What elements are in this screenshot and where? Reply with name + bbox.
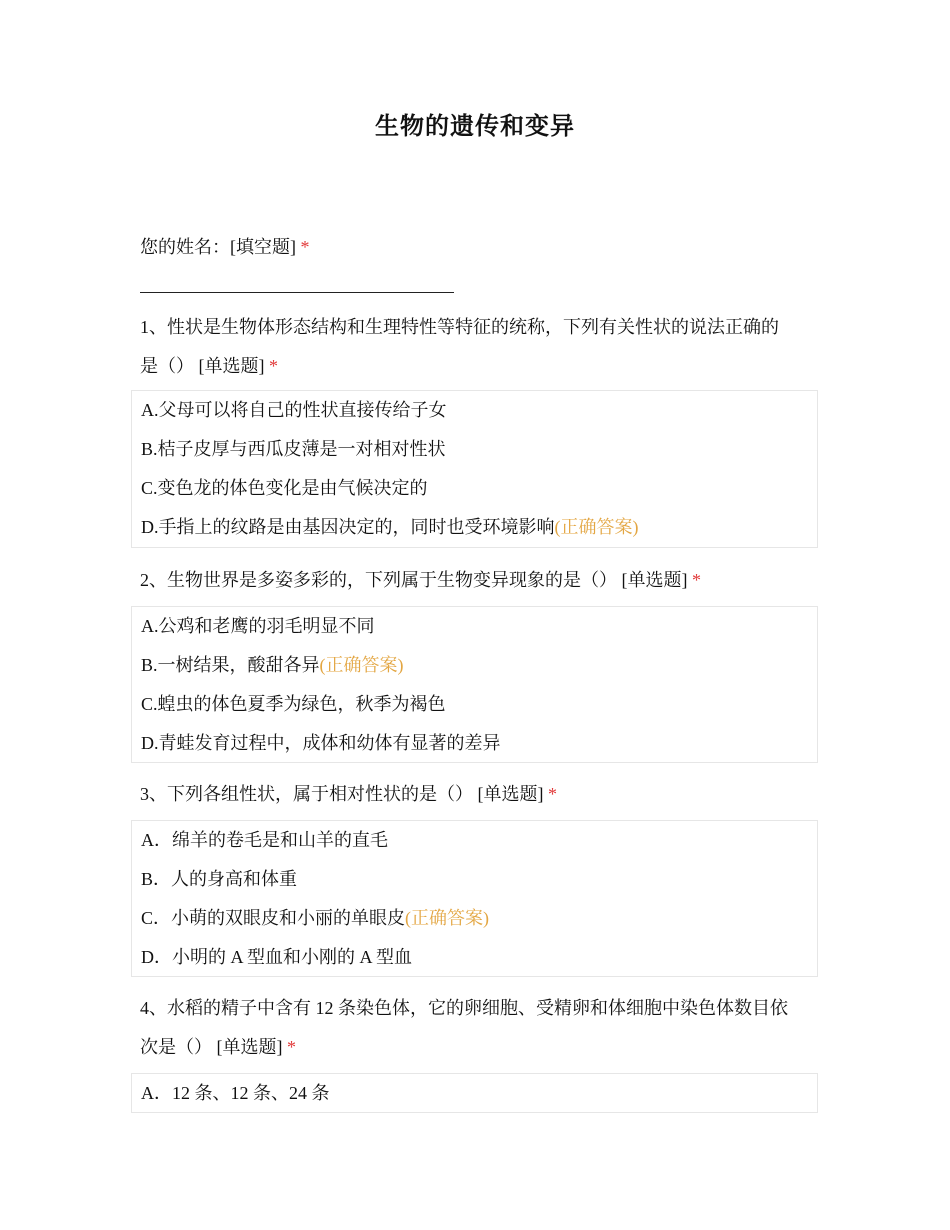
- option-a[interactable]: [141, 821, 817, 860]
- option-a[interactable]: [141, 1074, 817, 1113]
- option-text: A．12 条、12 条、24 条: [141, 1083, 330, 1103]
- option-b[interactable]: [141, 646, 817, 685]
- option-text: C．小萌的双眼皮和小丽的单眼皮: [141, 908, 406, 928]
- option-d[interactable]: [141, 938, 817, 977]
- question-text-line1: 2、生物世界是多姿多彩的，下列属于生物变异现象的是（） [单选题]: [140, 570, 688, 590]
- question-4-options: [131, 1073, 818, 1113]
- option-a[interactable]: [141, 607, 817, 646]
- name-answer-blank[interactable]: [140, 274, 454, 293]
- question-text-line2: 是（） [单选题]: [140, 356, 265, 376]
- question-1-options: [131, 390, 818, 548]
- option-d[interactable]: [141, 508, 817, 547]
- option-text: B.一树结果，酸甜各异: [141, 655, 320, 675]
- required-mark: *: [548, 784, 557, 804]
- correct-answer-label: (正确答案): [319, 655, 404, 675]
- option-text: D.手指上的纹路是由基因决定的，同时也受环境影响: [141, 517, 555, 537]
- option-a[interactable]: [141, 391, 817, 430]
- option-c[interactable]: [141, 899, 817, 938]
- question-text-line1: 4、水稻的精子中含有 12 条染色体，它的卵细胞、受精卵和体细胞中染色体数目依: [140, 998, 788, 1018]
- option-c[interactable]: [141, 469, 817, 508]
- question-text-line1: 3、下列各组性状，属于相对性状的是（） [单选题]: [140, 784, 544, 804]
- option-text: B．人的身高和体重: [141, 869, 298, 889]
- page-title: 生物的遗传和变异: [375, 112, 575, 140]
- option-text: C.变色龙的体色变化是由气候决定的: [141, 478, 428, 498]
- question-text: 您的姓名：[填空题]: [140, 237, 296, 257]
- option-b[interactable]: [141, 430, 817, 469]
- option-text: A．绵羊的卷毛是和山羊的直毛: [141, 830, 388, 850]
- required-mark: *: [287, 1037, 296, 1057]
- option-b[interactable]: [141, 860, 817, 899]
- question-4: [140, 989, 820, 1067]
- required-mark: *: [269, 356, 278, 376]
- option-text: C.蝗虫的体色夏季为绿色，秋季为褐色: [141, 694, 446, 714]
- correct-answer-label: (正确答案): [554, 517, 639, 537]
- option-text: D.青蛙发育过程中，成体和幼体有显著的差异: [141, 733, 501, 753]
- question-2: [140, 561, 820, 600]
- option-text: A.公鸡和老鹰的羽毛明显不同: [141, 616, 375, 636]
- required-mark: *: [692, 570, 701, 590]
- correct-answer-label: (正确答案): [405, 908, 490, 928]
- name-question: [140, 228, 820, 267]
- required-mark: *: [300, 237, 310, 257]
- option-d[interactable]: [141, 724, 817, 763]
- option-c[interactable]: [141, 685, 817, 724]
- question-1: [140, 308, 820, 386]
- option-text: A.父母可以将自己的性状直接传给子女: [141, 400, 447, 420]
- question-2-options: [131, 606, 818, 763]
- question-3: [140, 775, 820, 814]
- question-text-line2: 次是（） [单选题]: [140, 1037, 283, 1057]
- option-text: B.桔子皮厚与西瓜皮薄是一对相对性状: [141, 439, 446, 459]
- option-text: D．小明的 A 型血和小刚的 A 型血: [141, 947, 413, 967]
- question-text-line1: 1、性状是生物体形态结构和生理特性等特征的统称，下列有关性状的说法正确的: [140, 317, 779, 337]
- question-3-options: [131, 820, 818, 977]
